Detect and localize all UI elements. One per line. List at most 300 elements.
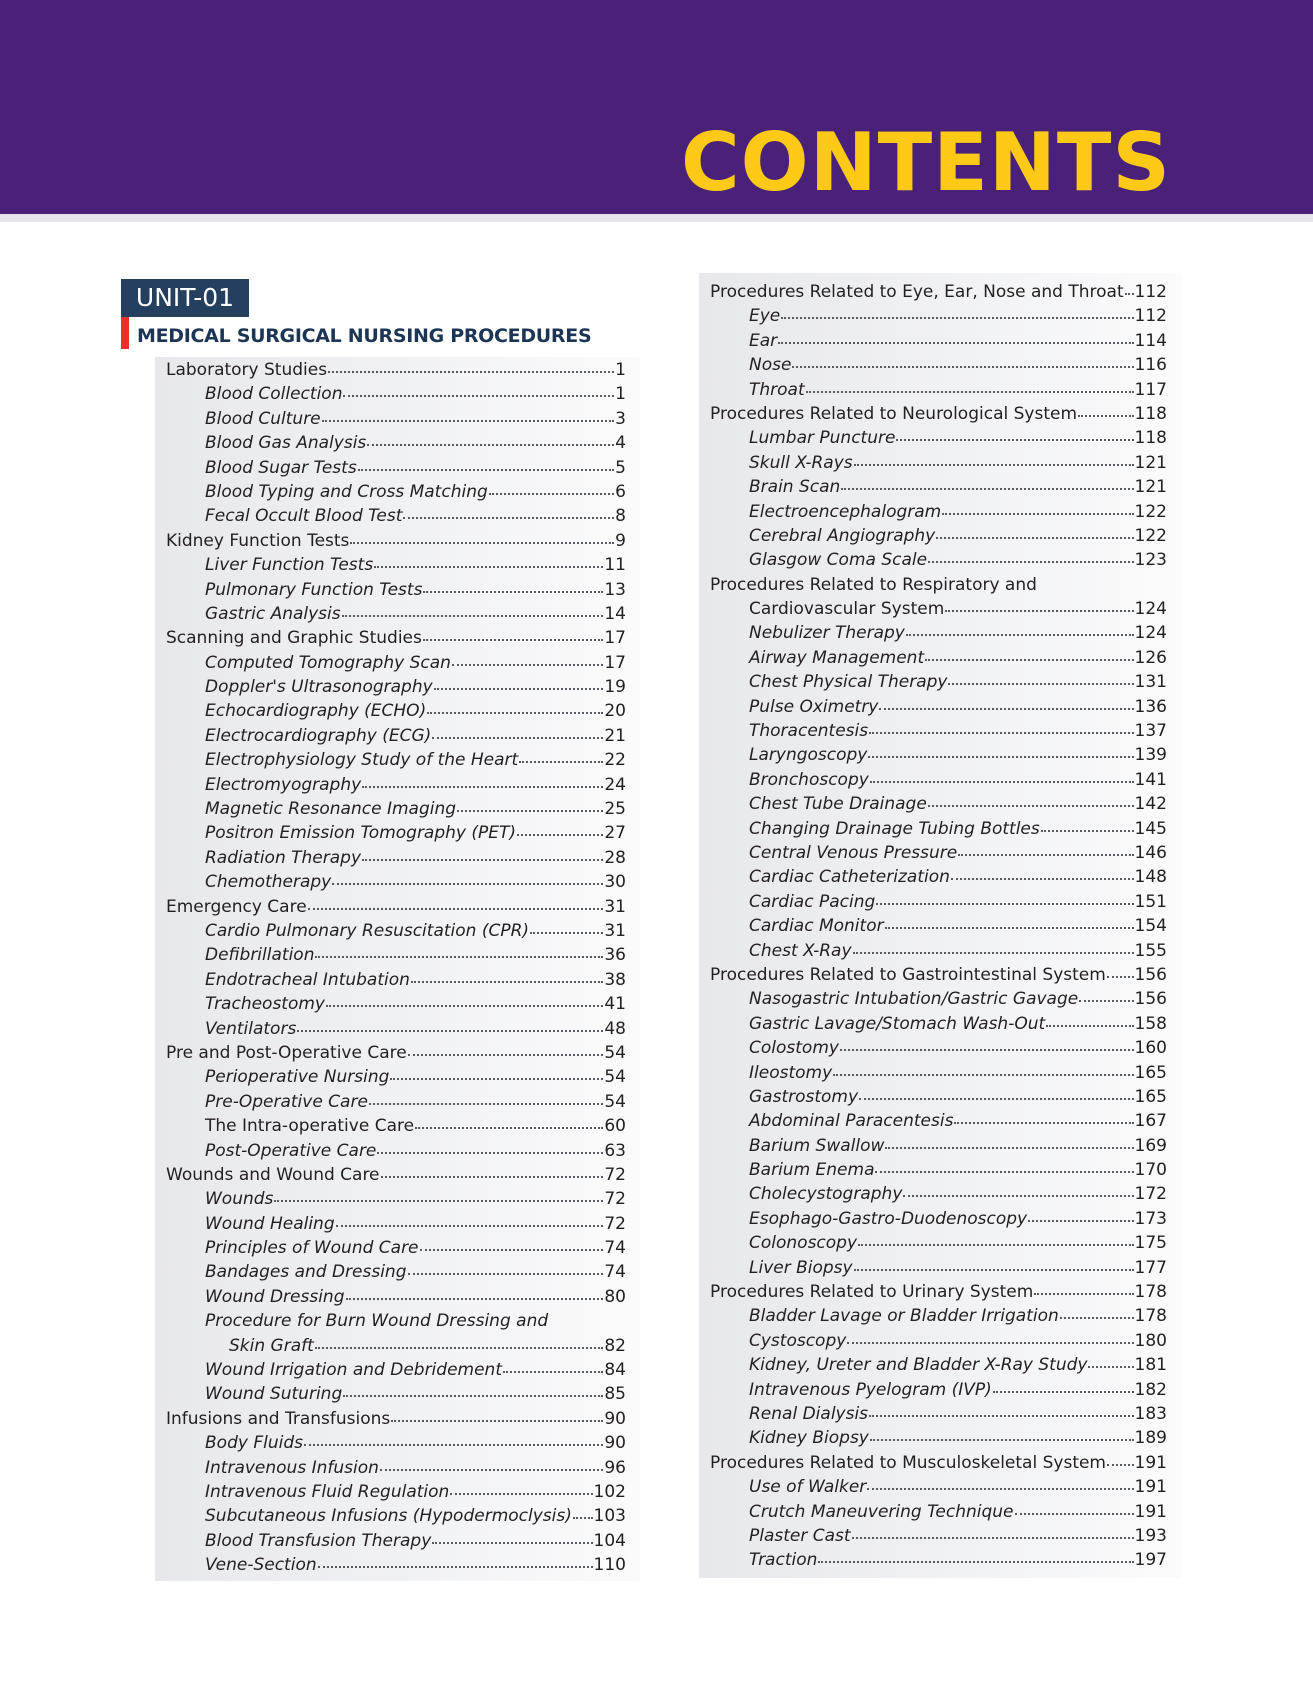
dot-leader <box>346 1293 604 1300</box>
toc-page-number: 74 <box>604 1238 626 1259</box>
toc-subentry[interactable] <box>699 695 1181 719</box>
toc-subentry[interactable] <box>155 968 640 992</box>
toc-entry-title: Procedures Related to Eye, Ear, Nose and Throat <box>710 282 1124 302</box>
toc-page-number: 139 <box>1134 745 1167 766</box>
toc-page-number: 191 <box>1134 1477 1167 1498</box>
dot-leader <box>906 629 1134 636</box>
toc-entry-title: Barium Swallow <box>749 1135 885 1156</box>
toc-entry-title: Abdominal Paracentesis <box>749 1111 954 1132</box>
dot-leader <box>326 1000 603 1007</box>
dot-leader <box>854 1264 1134 1271</box>
toc-section-entry[interactable] <box>155 1041 640 1065</box>
toc-subentry[interactable] <box>699 500 1181 524</box>
dot-leader <box>1028 1215 1133 1222</box>
toc-entry-title: Intravenous Fluid Regulation <box>205 1481 450 1502</box>
toc-page-number: 31 <box>604 920 626 941</box>
toc-page-number: 1 <box>615 360 626 380</box>
toc-entry-title: Wounds and Wound Care <box>166 1164 380 1185</box>
dot-leader <box>362 781 603 788</box>
toc-subentry[interactable] <box>155 846 640 870</box>
dot-leader <box>374 561 603 568</box>
dot-leader <box>1046 1020 1133 1027</box>
dot-leader <box>847 1337 1133 1344</box>
dot-leader <box>840 1044 1134 1051</box>
toc-page-number: 183 <box>1134 1403 1167 1424</box>
toc-subentry[interactable] <box>699 1524 1181 1548</box>
toc-entry-title: Bronchoscopy <box>749 769 869 790</box>
toc-subentry[interactable] <box>699 1158 1181 1182</box>
dot-leader <box>936 532 1133 539</box>
toc-entry-title: Echocardiography (ECHO) <box>205 701 427 722</box>
toc-page-number: 102 <box>593 1481 626 1502</box>
toc-subentry[interactable] <box>155 1334 640 1358</box>
dot-leader <box>322 415 615 422</box>
toc-subentry[interactable] <box>699 1012 1181 1036</box>
dot-leader <box>415 1122 603 1129</box>
toc-subentry[interactable] <box>155 1017 640 1041</box>
toc-subentry[interactable] <box>699 1207 1181 1231</box>
toc-page-number: 191 <box>1134 1452 1167 1473</box>
toc-subentry[interactable] <box>155 407 640 431</box>
toc-page-number: 80 <box>604 1286 626 1307</box>
dot-leader <box>420 1244 604 1251</box>
toc-entry-title: Positron Emission Tomography (PET) <box>205 823 517 844</box>
toc-page-number: 136 <box>1134 696 1167 717</box>
toc-section-entry[interactable] <box>699 280 1181 304</box>
toc-page-number: 84 <box>604 1360 626 1381</box>
toc-entry-title: Nasogastric Intubation/Gastric Gavage <box>749 989 1079 1010</box>
toc-page-number: 141 <box>1134 769 1167 790</box>
toc-subentry[interactable] <box>155 1456 640 1480</box>
toc-subentry[interactable] <box>155 431 640 455</box>
toc-subentry[interactable] <box>699 1329 1181 1353</box>
dot-leader <box>423 586 603 593</box>
toc-subentry[interactable] <box>155 1139 640 1163</box>
dot-leader <box>928 800 1134 807</box>
toc-subentry[interactable] <box>699 1304 1181 1328</box>
toc-subentry[interactable] <box>699 914 1181 938</box>
toc-page-number: 25 <box>604 799 626 820</box>
toc-entry-title: Intravenous Infusion <box>205 1457 379 1478</box>
toc-entry-title: Principles of Wound Care <box>205 1238 419 1259</box>
toc-subentry[interactable] <box>155 870 640 894</box>
toc-page-number: 112 <box>1134 282 1167 302</box>
toc-page-number: 178 <box>1134 1306 1167 1327</box>
toc-page-number: 6 <box>615 481 626 502</box>
toc-subentry[interactable] <box>699 719 1181 743</box>
toc-entry-title: Barium Enema <box>749 1160 875 1181</box>
toc-page-number: 148 <box>1134 867 1167 888</box>
unit-badge: UNIT-01 <box>121 279 249 317</box>
toc-page-number: 72 <box>604 1164 626 1185</box>
toc-subentry[interactable] <box>155 943 640 967</box>
dot-leader <box>519 756 603 763</box>
dot-leader <box>853 947 1134 954</box>
toc-section-entry[interactable] <box>699 1280 1181 1304</box>
toc-entry-title: Pre and Post-Operative Care <box>166 1042 407 1063</box>
dot-leader <box>489 488 614 495</box>
toc-page-number: 126 <box>1134 647 1167 668</box>
toc-entry-title: Doppler's Ultrasonography <box>205 677 433 698</box>
toc-entry-title: Central Venous Pressure <box>749 842 958 863</box>
toc-page-number: 3 <box>615 408 626 429</box>
dot-leader <box>958 849 1133 856</box>
toc-page-number: 90 <box>604 1433 626 1454</box>
toc-section-entry[interactable] <box>699 573 1181 597</box>
toc-subentry[interactable] <box>699 1500 1181 1524</box>
dot-leader <box>427 707 603 714</box>
toc-subentry[interactable] <box>155 1114 640 1138</box>
toc-entry-title: Thoracentesis <box>749 721 869 742</box>
toc-subentry[interactable] <box>699 1036 1181 1060</box>
dot-leader <box>343 1390 603 1397</box>
dot-leader <box>867 1483 1133 1490</box>
toc-entry-title: Chest Tube Drainage <box>749 794 927 815</box>
toc-subentry[interactable] <box>155 1212 640 1236</box>
dot-leader <box>350 537 614 544</box>
toc-subentry[interactable] <box>155 675 640 699</box>
toc-entry-title: Cystoscopy <box>749 1330 847 1351</box>
toc-subentry[interactable] <box>155 1236 640 1260</box>
toc-entry-title: Glasgow Coma Scale <box>749 550 928 571</box>
toc-subentry[interactable] <box>699 451 1181 475</box>
dot-leader <box>896 434 1133 441</box>
toc-entry-title: Procedures Related to Gastrointestinal System <box>710 964 1106 985</box>
toc-subentry[interactable] <box>699 1134 1181 1158</box>
toc-list-right <box>699 280 1181 1573</box>
dot-leader <box>1125 288 1134 295</box>
toc-page-number: 104 <box>593 1530 626 1551</box>
toc-subentry[interactable] <box>699 378 1181 402</box>
toc-subentry[interactable] <box>155 504 640 528</box>
toc-subentry[interactable] <box>699 1402 1181 1426</box>
toc-entry-title: Fecal Occult Blood Test <box>205 506 403 527</box>
dot-leader <box>948 678 1133 685</box>
dot-leader <box>411 976 603 983</box>
dot-leader <box>434 683 604 690</box>
dot-leader <box>781 312 1133 319</box>
toc-subentry[interactable] <box>155 919 640 943</box>
toc-page-number: 20 <box>604 701 626 722</box>
dot-leader <box>868 751 1133 758</box>
toc-page-number: 5 <box>615 457 626 478</box>
toc-section-entry[interactable] <box>699 1451 1181 1475</box>
toc-page-number: 8 <box>615 506 626 527</box>
toc-page-number: 181 <box>1134 1355 1167 1376</box>
toc-subentry[interactable] <box>155 797 640 821</box>
toc-page-number: 114 <box>1134 330 1167 351</box>
toc-page-number: 193 <box>1134 1525 1167 1546</box>
dot-leader <box>573 1512 593 1519</box>
toc-entry-title: Tracheostomy <box>205 994 325 1015</box>
toc-entry-title: Skin Graft <box>229 1335 314 1356</box>
toc-page-number: 118 <box>1134 403 1167 424</box>
dot-leader <box>1107 971 1134 978</box>
toc-entry-title: Kidney, Ureter and Bladder X-Ray Study <box>749 1355 1088 1376</box>
toc-entry-title: Wound Healing <box>205 1213 335 1234</box>
toc-page-number: 122 <box>1134 501 1167 522</box>
dot-leader <box>381 1171 604 1178</box>
dot-leader <box>993 1386 1134 1393</box>
toc-subentry[interactable] <box>155 1285 640 1309</box>
dot-leader <box>408 1268 604 1275</box>
toc-page-number: 189 <box>1134 1428 1167 1449</box>
toc-page-number: 167 <box>1134 1111 1167 1132</box>
toc-entry-title: Blood Culture <box>205 408 321 429</box>
toc-subentry[interactable] <box>155 553 640 577</box>
toc-entry-title: Radiation Therapy <box>205 847 362 868</box>
dot-leader <box>875 1166 1133 1173</box>
toc-entry-title: Vene-Section <box>205 1555 317 1576</box>
toc-entry-title: Liver Function Tests <box>205 555 374 576</box>
toc-section-entry[interactable] <box>155 1407 640 1431</box>
toc-entry-title: Post-Operative Care <box>205 1140 377 1161</box>
toc-entry-title: Nose <box>749 355 792 376</box>
toc-page-number: 21 <box>604 725 626 746</box>
toc-entry-title: Procedures Related to Respiratory and <box>710 574 1037 595</box>
toc-entry-title: Liver Biopsy <box>749 1257 853 1278</box>
toc-entry-title: Changing Drainage Tubing Bottles <box>749 818 1040 839</box>
toc-page-number: 9 <box>615 530 626 551</box>
dot-leader <box>792 361 1133 368</box>
dot-leader <box>869 727 1133 734</box>
toc-entry-title: Plaster Cast <box>749 1525 851 1546</box>
toc-section-entry[interactable] <box>155 626 640 650</box>
toc-section-entry[interactable] <box>155 358 640 382</box>
toc-section-entry[interactable] <box>155 529 640 553</box>
toc-entry-title: Renal Dialysis <box>749 1403 869 1424</box>
toc-subentry[interactable] <box>155 1529 640 1553</box>
toc-entry-title: Cardio Pulmonary Resuscitation (CPR) <box>205 920 530 941</box>
dot-leader <box>903 1190 1133 1197</box>
toc-entry-title: Kidney Function Tests <box>166 530 350 551</box>
dot-leader <box>503 1366 603 1373</box>
unit-accent-bar <box>121 317 129 349</box>
toc-page-number: 137 <box>1134 721 1167 742</box>
toc-subentry[interactable] <box>699 670 1181 694</box>
dot-leader <box>1015 1508 1134 1515</box>
toc-entry-title: Procedures Related to Musculoskeletal System <box>710 1452 1106 1473</box>
dot-leader <box>369 1098 603 1105</box>
toc-section-entry[interactable] <box>699 402 1181 426</box>
dot-leader <box>818 1556 1133 1563</box>
toc-subentry[interactable] <box>699 475 1181 499</box>
toc-subentry[interactable] <box>699 1109 1181 1133</box>
toc-subentry[interactable] <box>699 426 1181 450</box>
dot-leader <box>423 634 603 641</box>
dot-leader <box>885 1142 1133 1149</box>
dot-leader <box>332 878 603 885</box>
toc-entry-title: Procedure for Burn Wound Dressing and <box>205 1311 549 1332</box>
toc-subentry[interactable] <box>155 821 640 845</box>
dot-leader <box>517 829 603 836</box>
toc-subentry[interactable] <box>699 304 1181 328</box>
toc-subentry[interactable] <box>699 743 1181 767</box>
toc-subentry[interactable] <box>155 773 640 797</box>
toc-subentry[interactable] <box>155 382 640 406</box>
toc-entry-title: Blood Collection <box>205 384 343 405</box>
toc-subentry[interactable] <box>699 1085 1181 1109</box>
toc-subentry[interactable] <box>155 456 640 480</box>
toc-page-number: 116 <box>1134 355 1167 376</box>
toc-subentry[interactable] <box>155 1187 640 1211</box>
toc-entry-title: Wounds <box>205 1189 274 1210</box>
toc-page-number: 27 <box>604 823 626 844</box>
dot-leader <box>342 610 604 617</box>
toc-page-number: 41 <box>604 994 626 1015</box>
toc-page-number: 90 <box>604 1408 626 1429</box>
toc-subentry[interactable] <box>699 1548 1181 1572</box>
toc-entry-title: Bandages and Dressing <box>205 1262 407 1283</box>
toc-subentry[interactable] <box>699 768 1181 792</box>
toc-page-number: 145 <box>1134 818 1167 839</box>
toc-entry-title: Pre-Operative Care <box>205 1091 368 1112</box>
toc-subentry[interactable] <box>155 1309 640 1333</box>
toc-subentry[interactable] <box>699 1378 1181 1402</box>
toc-page-number: 122 <box>1134 525 1167 546</box>
toc-page-number: 197 <box>1134 1550 1167 1571</box>
toc-page-number: 182 <box>1134 1379 1167 1400</box>
toc-entry-title: Computed Tomography Scan <box>205 652 451 673</box>
toc-entry-title: Chest X-Ray <box>749 940 852 961</box>
dot-leader <box>778 337 1133 344</box>
toc-page-number: 124 <box>1134 599 1167 620</box>
header-divider <box>0 214 1313 222</box>
toc-entry-title: Infusions and Transfusions <box>166 1408 391 1429</box>
toc-entry-title: Gastric Analysis <box>205 603 341 624</box>
toc-page-number: 155 <box>1134 940 1167 961</box>
dot-leader <box>859 1093 1133 1100</box>
toc-subentry[interactable] <box>155 1382 640 1406</box>
toc-entry-title: Airway Management <box>749 647 925 668</box>
toc-subentry[interactable] <box>155 578 640 602</box>
toc-column-left <box>155 357 640 1581</box>
toc-subentry[interactable] <box>699 890 1181 914</box>
toc-entry-title: Pulmonary Function Tests <box>205 579 423 600</box>
dot-leader <box>885 922 1134 929</box>
toc-subentry[interactable] <box>699 1182 1181 1206</box>
toc-subentry[interactable] <box>699 646 1181 670</box>
dot-leader <box>457 805 603 812</box>
toc-subentry[interactable] <box>699 548 1181 572</box>
dot-leader <box>304 1439 603 1446</box>
toc-entry-title: Ventilators <box>205 1018 297 1039</box>
toc-subentry[interactable] <box>699 841 1181 865</box>
toc-subentry[interactable] <box>155 1431 640 1455</box>
toc-page-number: 14 <box>604 603 626 624</box>
toc-page-number: 118 <box>1134 428 1167 449</box>
toc-list-left <box>155 358 640 1578</box>
toc-subentry[interactable] <box>155 1065 640 1089</box>
toc-entry-title: Bladder Lavage or Bladder Irrigation <box>749 1306 1059 1327</box>
toc-page-number: 178 <box>1134 1282 1167 1303</box>
toc-entry-title: Kidney Biopsy <box>749 1428 869 1449</box>
toc-page-number: 131 <box>1134 672 1167 693</box>
toc-entry-title: Scanning and Graphic Studies <box>166 628 422 649</box>
toc-subentry[interactable] <box>699 1231 1181 1255</box>
toc-page-number: 154 <box>1134 916 1167 937</box>
toc-page-number: 72 <box>604 1213 626 1234</box>
toc-subentry[interactable] <box>155 1553 640 1577</box>
toc-subentry[interactable] <box>155 1358 640 1382</box>
dot-leader <box>432 732 603 739</box>
toc-section-entry[interactable] <box>699 963 1181 987</box>
toc-page-number: 160 <box>1134 1038 1167 1059</box>
toc-page-number: 11 <box>604 555 626 576</box>
toc-entry-title: Blood Typing and Cross Matching <box>205 481 488 502</box>
toc-subentry[interactable] <box>699 524 1181 548</box>
toc-subentry[interactable] <box>699 1426 1181 1450</box>
dot-leader <box>858 1239 1134 1246</box>
toc-page-number: 173 <box>1134 1208 1167 1229</box>
dot-leader <box>876 898 1133 905</box>
toc-subentry[interactable] <box>699 1475 1181 1499</box>
toc-entry-title: Chest Physical Therapy <box>749 672 948 693</box>
toc-column-right <box>699 273 1181 1578</box>
toc-page-number: 54 <box>604 1091 626 1112</box>
toc-subentry[interactable] <box>155 602 640 626</box>
toc-page-number: 60 <box>604 1116 626 1137</box>
toc-entry-title: Magnetic Resonance Imaging <box>205 799 457 820</box>
toc-subentry[interactable] <box>699 329 1181 353</box>
toc-subentry[interactable] <box>155 1090 640 1114</box>
toc-subentry[interactable] <box>155 1504 640 1528</box>
toc-entry-title: Brain Scan <box>749 477 841 498</box>
toc-page-number: 117 <box>1134 379 1167 400</box>
toc-subentry[interactable] <box>699 1353 1181 1377</box>
toc-subentry[interactable] <box>699 353 1181 377</box>
toc-subentry[interactable] <box>699 865 1181 889</box>
toc-section-entry[interactable] <box>155 1163 640 1187</box>
toc-subentry[interactable] <box>155 992 640 1016</box>
toc-subentry[interactable] <box>699 817 1181 841</box>
toc-entry-title: Gastric Lavage/Stomach Wash-Out <box>749 1013 1046 1034</box>
toc-subentry[interactable] <box>699 621 1181 645</box>
toc-page-number: 22 <box>604 750 626 771</box>
dot-leader <box>870 776 1134 783</box>
toc-subentry[interactable] <box>699 792 1181 816</box>
dot-leader <box>452 659 603 666</box>
toc-subentry[interactable] <box>699 1256 1181 1280</box>
toc-entry-title: Body Fluids <box>205 1433 303 1454</box>
toc-page-number: 112 <box>1134 306 1167 327</box>
toc-page-number: 169 <box>1134 1135 1167 1156</box>
toc-subentry[interactable] <box>155 1480 640 1504</box>
dot-leader <box>318 1561 593 1568</box>
toc-page-number: 1 <box>615 384 626 405</box>
toc-subentry[interactable] <box>699 939 1181 963</box>
dot-leader <box>945 605 1133 612</box>
toc-subentry[interactable] <box>155 1260 640 1284</box>
dot-leader <box>377 1147 603 1154</box>
toc-subentry[interactable] <box>155 699 640 723</box>
toc-subentry[interactable] <box>155 748 640 772</box>
dot-leader <box>358 464 615 471</box>
dot-leader <box>380 1464 603 1471</box>
toc-subentry[interactable] <box>155 651 640 675</box>
toc-subentry[interactable] <box>699 597 1181 621</box>
toc-entry-title: Cardiovascular System <box>749 599 945 620</box>
toc-entry-title: Ear <box>749 330 778 351</box>
dot-leader <box>1078 410 1134 417</box>
toc-section-entry[interactable] <box>155 895 640 919</box>
toc-subentry[interactable] <box>699 1061 1181 1085</box>
toc-page-number: 151 <box>1134 891 1167 912</box>
toc-page-number: 170 <box>1134 1160 1167 1181</box>
toc-subentry[interactable] <box>699 987 1181 1011</box>
toc-subentry[interactable] <box>155 480 640 504</box>
toc-subentry[interactable] <box>155 724 640 748</box>
